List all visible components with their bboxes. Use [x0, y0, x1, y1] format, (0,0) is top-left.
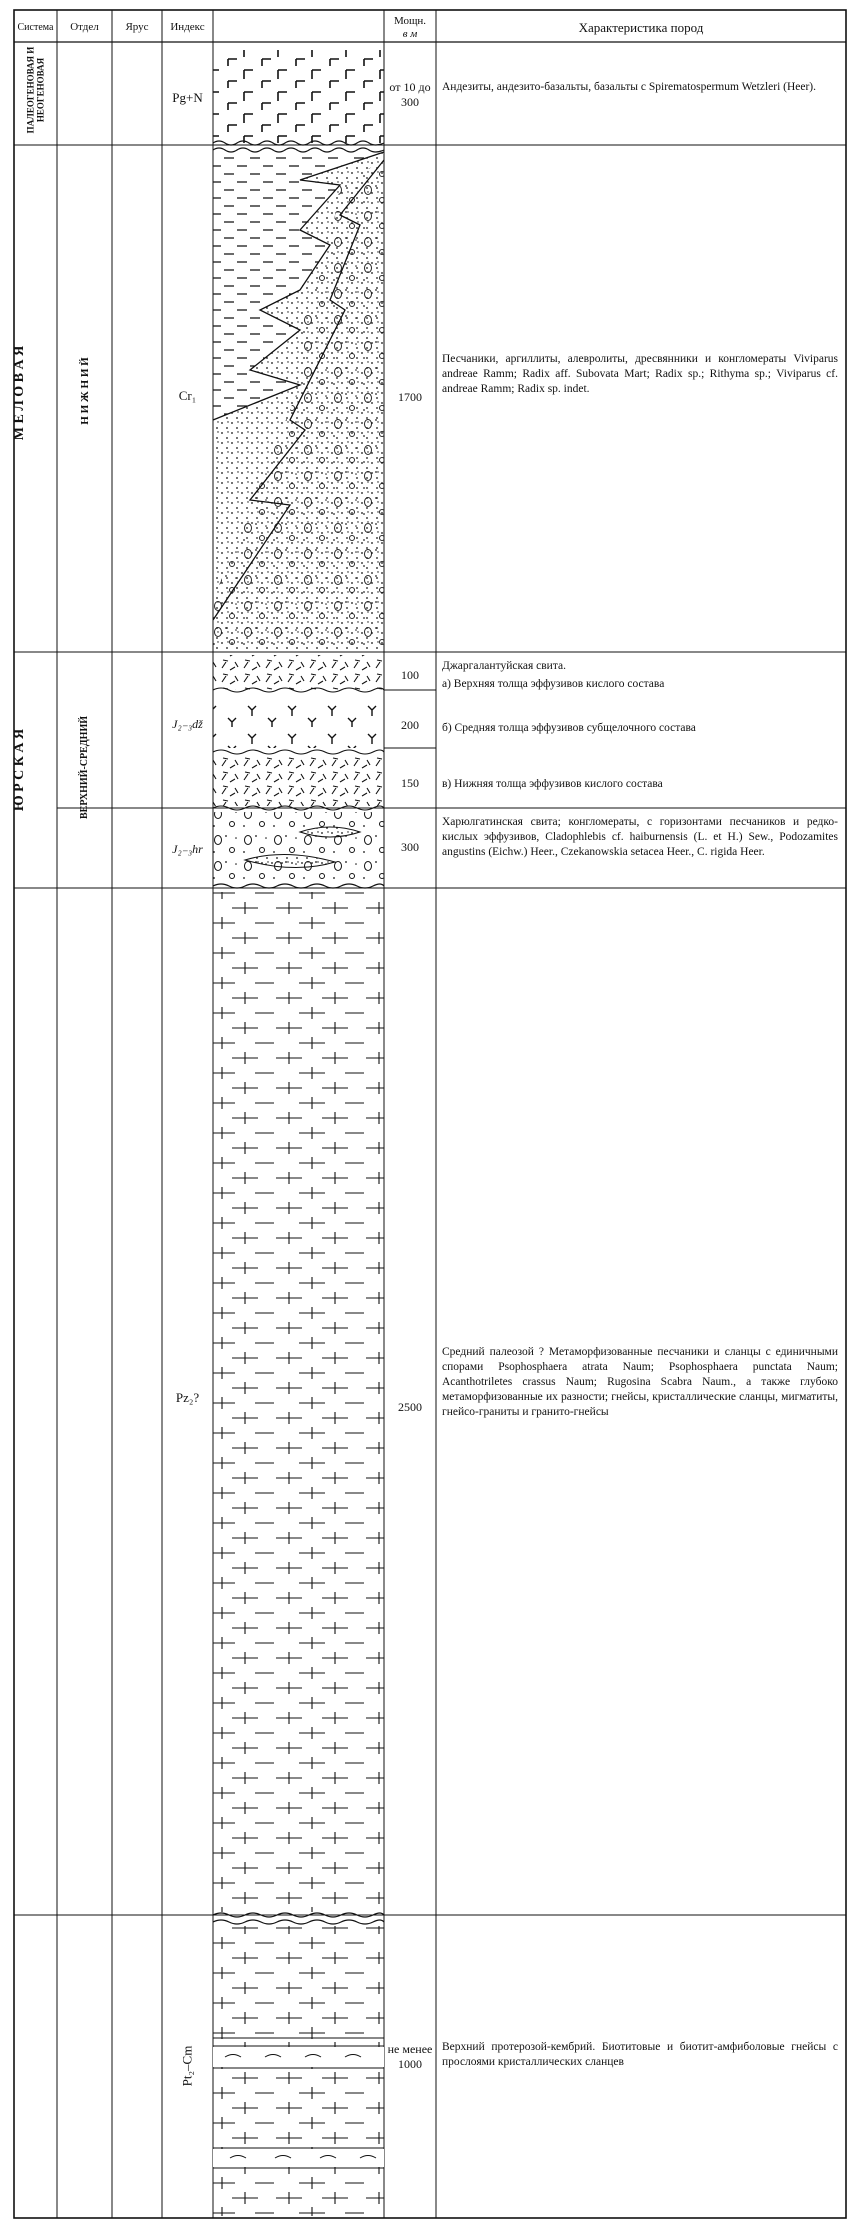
header-thickness-unit: в м [402, 28, 418, 40]
subalkaline-effusive-pattern [213, 700, 384, 748]
system-paleogene-neogene: ПАЛЕОГЕНОВАЯ И НЕОГЕНОВАЯ [25, 46, 46, 134]
description-pg-n: Андезиты, андезито-базальты, базальты с Spirematospermum Wetzleri (Heer). [442, 81, 817, 93]
thickness-j-hr: 300 [401, 840, 419, 854]
description-j-hr: Харюлгатинская свита; конгломераты, с горизонтами песчаников и редко-кислых эффузивов, Cladophlebis cf. haiburnensis (L. et H.) Sew., Podozamites angustins (Eichw.) Heer., Czekanowskia setacea Heer., C. rigida Heer. [442, 816, 838, 858]
index-pt2-cm: Pt₂–Cm [179, 2045, 195, 2087]
header-department: Отдел [70, 21, 99, 33]
description-pt2-cm: Верхний протерозой-кембрий. Биотитовые и биотит-амфиболовые гнейсы с прослоями кристаллических сланцев [442, 2041, 838, 2068]
andesite-pattern [213, 50, 384, 143]
header-thickness: Мощн. [393, 15, 427, 27]
system-jurassic: Ю Р С К А Я [12, 728, 27, 812]
conglomerate-lens-pattern [213, 812, 384, 886]
index-j-hr: J₂₋₃hr [172, 842, 203, 856]
thickness-pt2-cm: не менее 1000 [387, 2042, 433, 2071]
department-upper-middle: ВЕРХНИЙ-СРЕДНИЙ [79, 715, 90, 820]
description-j-title: Джаргалантуйская свита. [442, 660, 566, 672]
system-cretaceous: М Е Л О В А Я [12, 345, 27, 441]
description-j-b: б) Средняя толща эффузивов субщелочного состава [442, 722, 696, 734]
index-pg-n: Pg+N [172, 90, 203, 105]
thickness-pg-n: от 10 до 300 [389, 80, 431, 109]
description-pz2: Средний палеозой ? Метаморфизованные песчаники и сланцы с единичными спорами Psophosphaera atrata Naum; Psophosphaera punctata Naum; Acanthotriletes crassus Naum; Rugosina Scabra Naum., а также глубоко метаморфизованные их разности; гнейсы, кристаллические сланцы, мигматиты, гнейсо-граниты и гранито-гнейсы [442, 1346, 838, 1418]
description-j-a: а) Верхняя толща эффузивов кислого состава [442, 678, 665, 690]
thickness-j-a: 100 [401, 668, 419, 682]
thickness-j-b: 200 [401, 718, 419, 732]
felsic-effusive-pattern [213, 655, 384, 690]
description-j-c: в) Нижняя толща эффузивов кислого состава [442, 778, 663, 790]
description-cr1: Песчаники, аргиллиты, алевролиты, дресвянники и конгломераты Viviparus andreae Ramm; Radix aff. Subovata Mart; Radix sp.; Rithyma sp.; Viviparus cf. andreae Ramm; Radix sp. indet. [442, 353, 838, 395]
header-description: Характеристика пород [578, 20, 704, 35]
thickness-pz2: 2500 [398, 1400, 422, 1414]
thickness-j-c: 150 [401, 776, 419, 790]
thickness-cr1: 1700 [398, 390, 422, 404]
table-grid [14, 10, 846, 2218]
header-index: Индекс [170, 21, 205, 33]
header-system: Система [17, 22, 54, 33]
header-stage: Ярус [125, 21, 149, 33]
index-j-dz: J₂₋₃dž [172, 717, 203, 731]
index-pz2: Pz₂? [175, 1390, 200, 1405]
gneiss-pattern [213, 1926, 384, 2216]
lithology-column [213, 50, 384, 2216]
index-cr1: Cr₁ [178, 388, 197, 403]
department-lower: Н И Ж Н И Й [79, 357, 91, 425]
metamorphic-pattern [213, 892, 384, 1912]
